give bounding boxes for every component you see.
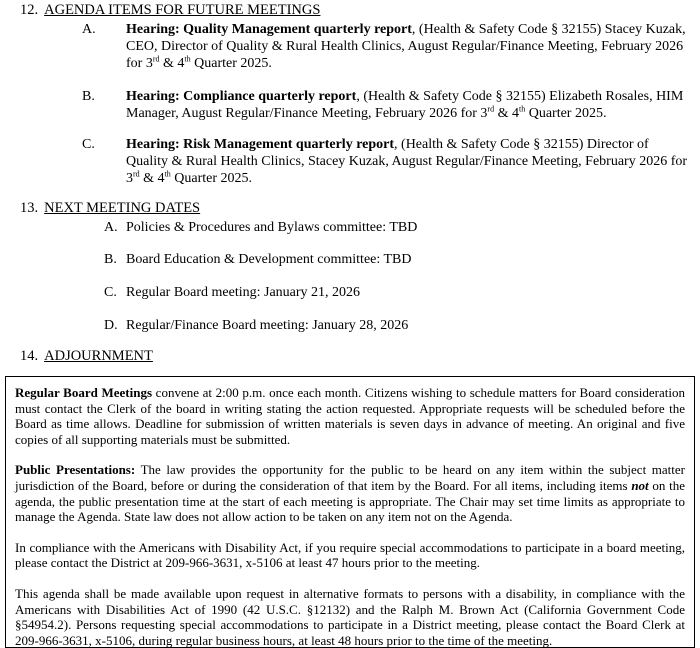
item-letter: A. bbox=[82, 22, 96, 37]
item-title: Hearing: Risk Management quarterly report bbox=[126, 137, 395, 152]
meeting-date-b bbox=[104, 251, 690, 268]
item-text: , (Health & Safety Code § 32155) Director of Quality & Rural Health Clinics, Stacey Kuzak, August Regular/Finance Meeting, February 2026 for 3 bbox=[126, 137, 688, 186]
item-letter: B. bbox=[104, 252, 117, 267]
item-text: Board Education & Development committee: TBD bbox=[126, 252, 412, 267]
item-text: Regular/Finance Board meeting: January 28, 2026 bbox=[126, 318, 409, 333]
item-text: Quarter 2025. bbox=[170, 171, 253, 186]
item-letter: D. bbox=[104, 318, 118, 333]
item-text: Quarter 2025. bbox=[190, 56, 272, 71]
item-letter: A. bbox=[104, 220, 118, 235]
notice-text: The law provides the opportunity for the public to be heard on any item within the subject matter jurisdiction of the Board, before or during the consideration of that item by the Board. For all items, including items bbox=[15, 462, 685, 493]
meeting-date-c bbox=[104, 284, 690, 301]
public-notice-box bbox=[5, 376, 695, 648]
ordinal-suffix: rd bbox=[487, 104, 495, 114]
item-text: Quarter 2025. bbox=[525, 106, 607, 121]
notice-ada-compliance bbox=[15, 540, 685, 571]
section-14-heading bbox=[20, 348, 153, 365]
meeting-date-d bbox=[104, 317, 690, 334]
section-title: ADJOURNMENT bbox=[44, 348, 153, 364]
item-text: & 4 bbox=[159, 56, 185, 71]
item-text: , (Health & Safety Code § 32155) Stacey Kuzak, CEO, Director of Quality & Rural Health Clinics, August Regular/Finance Meeting, February 2026 for 3 bbox=[126, 22, 686, 71]
section-13-heading bbox=[20, 200, 200, 217]
notice-text: In compliance with the Americans with Disability Act, if you require special accommodations to participate in a board meeting, please contact the District at 209-966-3631, x-5106 at least 47 hours prior to the meeting. bbox=[15, 539, 685, 571]
item-text: Regular Board meeting: January 21, 2026 bbox=[126, 285, 361, 300]
ordinal-suffix: th bbox=[184, 54, 191, 64]
notice-heading: Regular Board Meetings bbox=[15, 385, 153, 400]
future-item-c bbox=[82, 136, 690, 187]
notice-alternative-formats bbox=[15, 586, 685, 648]
item-title: Hearing: Quality Management quarterly report bbox=[126, 22, 412, 37]
item-text: & 4 bbox=[494, 106, 519, 121]
section-number: 13. bbox=[20, 200, 39, 216]
ordinal-suffix: th bbox=[518, 104, 526, 114]
section-title: AGENDA ITEMS FOR FUTURE MEETINGS bbox=[44, 2, 321, 18]
section-number: 14. bbox=[20, 348, 39, 364]
section-title: NEXT MEETING DATES bbox=[44, 200, 201, 216]
section-number: 12. bbox=[20, 2, 39, 18]
item-letter: B. bbox=[82, 89, 95, 104]
emphasis-text: not bbox=[631, 477, 649, 493]
notice-text: This agenda shall be made available upon request in alternative formats to persons with a disability, in compliance with the Americans with Disabilities Act of 1990 (42 U.S.C. §12132) and the Ralph M. Brown Act (California Government Code §54954.2). Persons requesting special accommodations to participate in a District meeting, please contact the Board Clerk at 209-966-3631, x-5106, during regular business hours, at least 48 hours prior to the time of the meeting. bbox=[15, 585, 685, 648]
ordinal-suffix: rd bbox=[133, 169, 140, 179]
item-text: Policies & Procedures and Bylaws committee: TBD bbox=[126, 220, 418, 235]
section-12-heading bbox=[20, 2, 320, 19]
meeting-date-a bbox=[104, 219, 690, 236]
item-text: & 4 bbox=[139, 171, 165, 186]
notice-text: on the agenda, the public presentation time at the start of each meeting is appropriate. The Chair may set time limits as appropriate to manage the Agenda. State law does not allow action to be taken on any item not on the Agenda. bbox=[15, 477, 685, 525]
future-item-a bbox=[82, 21, 690, 72]
item-letter: C. bbox=[104, 285, 117, 300]
item-title: Hearing: Compliance quarterly report bbox=[126, 89, 357, 104]
item-letter: C. bbox=[82, 137, 95, 152]
ordinal-suffix: rd bbox=[152, 54, 160, 64]
ordinal-suffix: th bbox=[164, 169, 171, 179]
item-text: , (Health & Safety Code § 32155) Elizabeth Rosales, HIM Manager, August Regular/Finance Meeting, February 2026 for 3 bbox=[126, 89, 684, 121]
notice-heading: Public Presentations: bbox=[15, 462, 136, 478]
notice-text: convene at 2:00 p.m. once each month. Citizens wishing to schedule matters for Board consideration must contact the Clerk of the board in writing stating the action requested. Appropriate requests will be scheduled before the Board as time allows. Deadline for submission of written materials is seven days in advance of meeting. An original and five copies of all supporting materials must be submitted. bbox=[15, 385, 685, 447]
notice-public-presentations bbox=[15, 462, 685, 524]
notice-regular-meetings bbox=[15, 385, 685, 447]
future-item-b bbox=[82, 88, 690, 122]
